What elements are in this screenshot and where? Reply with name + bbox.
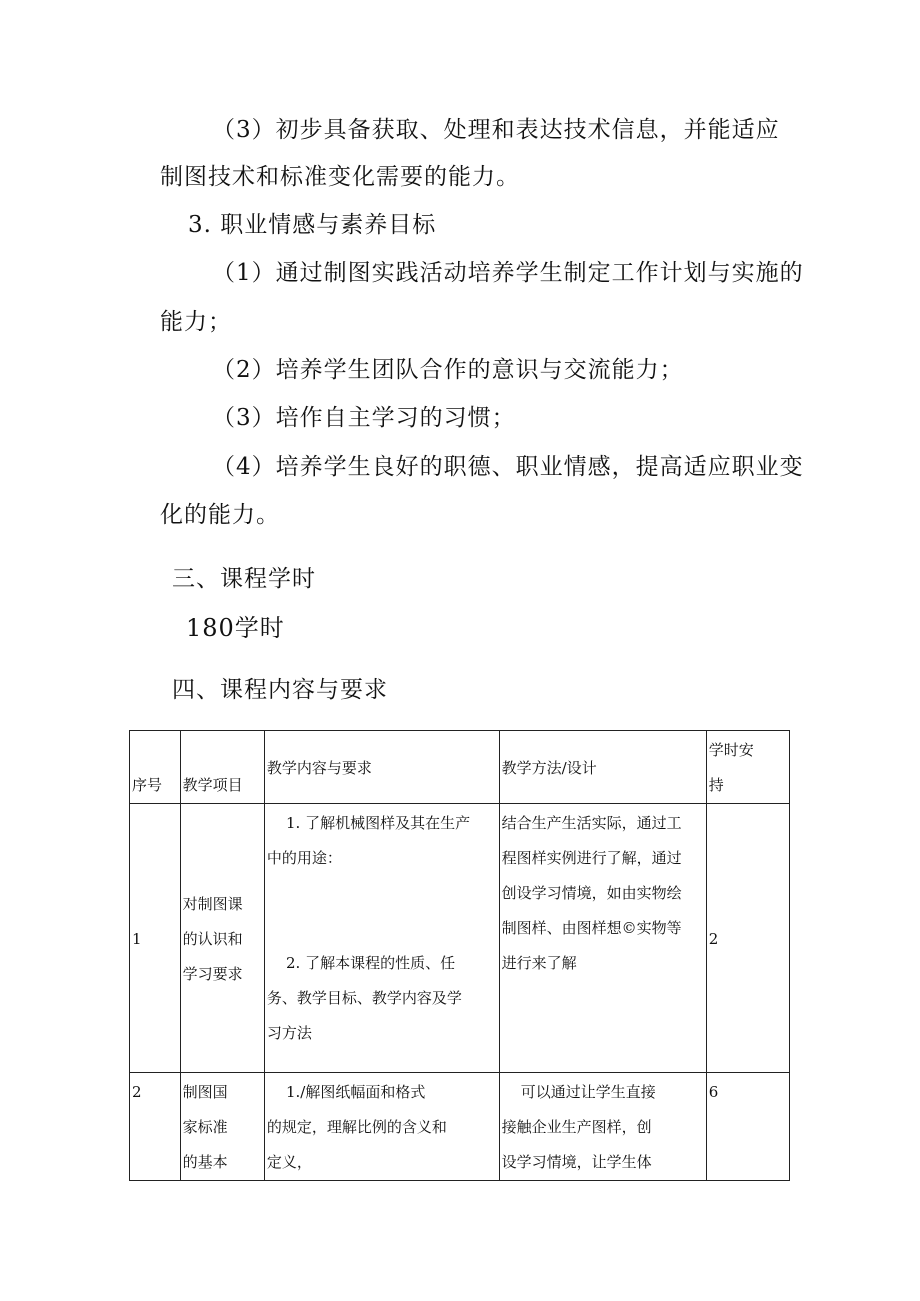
subheading: 3. 职业情感与素养目标 [188, 212, 437, 238]
cell-no: 1 [132, 929, 142, 948]
header-item: 教学项目 [182, 776, 243, 794]
paragraph-line: 能力； [160, 309, 232, 335]
cell-hours: 2 [708, 929, 719, 948]
paragraph-line: （4）培养学生良好的职德、职业情感，提高适应职业变 [212, 454, 804, 480]
paragraph-line: （3）初步具备获取、处理和表达技术信息，并能适应 [212, 117, 780, 143]
paragraph-line: 制图技术和标准变化需要的能力。 [160, 164, 520, 190]
paragraph-line: （2）培养学生团队合作的意识与交流能力； [212, 357, 684, 383]
cell-method: 结合生产生活实际，通过工 程图样实例进行了解，通过 创设学习情境，如由实物绘 制图样、由图样想©实物等 进行来了解 [501, 814, 682, 972]
cell-content: 1. 了解机械图样及其在生产 中的用途： 2. 了解本课程的性质、任 务、教学目标、教学内容及学 习方法 [266, 814, 471, 1042]
table-header-row [130, 731, 790, 804]
section-heading: 三、课程学时 [172, 566, 316, 592]
table-row [130, 1073, 790, 1181]
paragraph-line: （3）培作自主学习的习惯； [212, 405, 516, 431]
cell-method: 可以通过让学生直接 接触企业生产图样，创 设学习情境，让学生体 [501, 1083, 656, 1171]
table-row [130, 804, 790, 1073]
header-hours: 学时安 持 [708, 741, 754, 794]
cell-no: 2 [132, 1083, 142, 1101]
header-no: 序号 [132, 776, 163, 794]
course-hours: 180学时 [186, 614, 285, 642]
cell-item: 对制图课 的认识和 学习要求 [182, 894, 243, 983]
header-content: 教学内容与要求 [266, 758, 372, 777]
course-content-table [129, 730, 790, 1181]
cell-item: 制图国 家标准 的基本 [182, 1083, 228, 1171]
paragraph-line: （1）通过制图实践活动培养学生制定工作计划与实施的 [212, 260, 804, 286]
cell-content: 1./解图纸幅面和格式 的规定，理解比例的含义和 定义， [266, 1083, 447, 1171]
section-heading: 四、课程内容与要求 [172, 677, 388, 703]
header-method: 教学方法/设计 [501, 758, 597, 777]
paragraph-line: 化的能力。 [160, 502, 280, 528]
cell-hours: 6 [708, 1083, 719, 1101]
